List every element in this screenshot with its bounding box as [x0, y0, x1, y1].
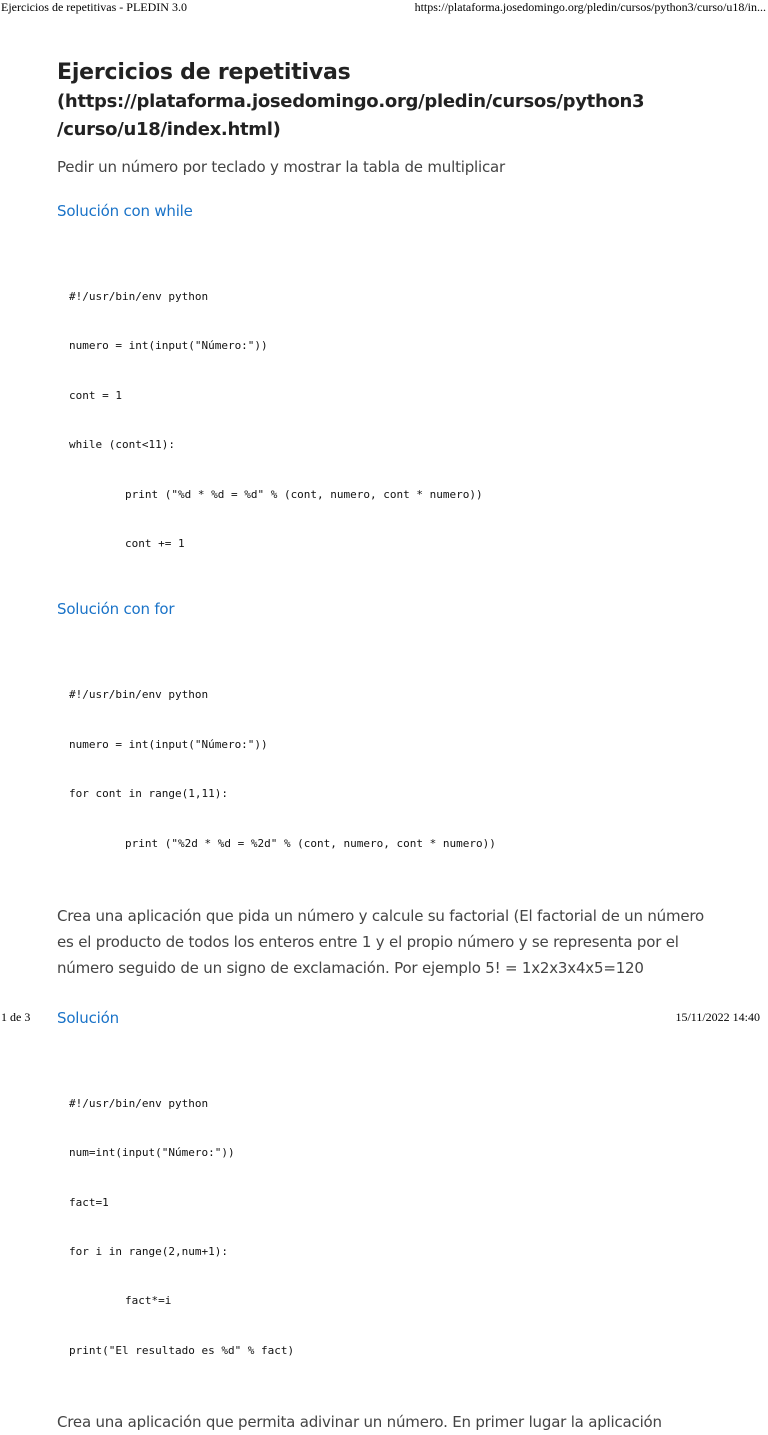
- code-block-for: [57, 657, 727, 881]
- exercise-2-text: [57, 903, 727, 981]
- code-line: print ("%2d * %d = %2d" % (cont, numero, cont * numero)): [125, 836, 496, 850]
- code-line: while (cont<11):: [69, 438, 175, 452]
- code-line: numero = int(input("Número:")): [69, 339, 268, 353]
- code-line: num=int(input("Número:")): [69, 1146, 235, 1160]
- code-line: fact=1: [69, 1195, 109, 1209]
- solution-factorial-link[interactable]: Solución: [57, 1008, 119, 1027]
- code-line: print("El resultado es %d" % fact): [69, 1343, 295, 1357]
- exercise-1-text: Pedir un número por teclado y mostrar la tabla de multiplicar: [57, 158, 505, 176]
- solution-for-link[interactable]: Solución con for: [57, 600, 175, 619]
- code-line: cont = 1: [69, 388, 122, 402]
- code-line: #!/usr/bin/env python: [69, 1096, 209, 1110]
- code-line: numero = int(input("Número:")): [69, 737, 268, 751]
- print-datetime: 15/11/2022 14:40: [675, 1010, 760, 1024]
- print-header: [0, 0, 768, 14]
- print-header-url: https://plataforma.josedomingo.org/pledin/cursos/python3/curso/u18/in...: [414, 0, 766, 14]
- article: [57, 58, 727, 1435]
- page-title: Ejercicios de repetitivas: [57, 60, 351, 85]
- page-number: 1 de 3: [1, 1010, 31, 1024]
- code-line: #!/usr/bin/env python: [69, 688, 209, 702]
- code-line: for cont in range(1,11):: [69, 787, 228, 801]
- exercise-2-line-1: Crea una aplicación que pida un número y calcule su factorial (El factorial de un número: [57, 906, 705, 925]
- code-line: for i in range(2,num+1):: [69, 1245, 228, 1259]
- code-line: #!/usr/bin/env python: [69, 290, 209, 303]
- title-url-line-1: (https://plataforma.josedomingo.org/pledin/cursos/python3: [57, 91, 645, 112]
- exercise-2-line-2: es el producto de todos los enteros entre 1 y el propio número y se representa por el: [57, 932, 679, 951]
- title-url-line-2: /curso/u18/index.html): [57, 119, 281, 140]
- print-footer: [0, 1010, 768, 1024]
- exercise-2-line-3: número seguido de un signo de exclamación. Por ejemplo 5! = 1x2x3x4x5=120: [57, 958, 644, 977]
- code-block-factorial: [57, 1066, 727, 1388]
- print-header-title: Ejercicios de repetitivas - PLEDIN 3.0: [1, 0, 187, 14]
- code-block-while: [57, 259, 727, 581]
- exercise-3-line-1: Crea una aplicación que permita adivinar un número. En primer lugar la aplicación: [57, 1413, 662, 1432]
- code-line: print ("%d * %d = %d" % (cont, numero, cont * numero)): [125, 487, 483, 501]
- solution-while-link[interactable]: Solución con while: [57, 202, 193, 220]
- code-line: cont += 1: [125, 536, 185, 550]
- code-line: fact*=i: [125, 1294, 172, 1308]
